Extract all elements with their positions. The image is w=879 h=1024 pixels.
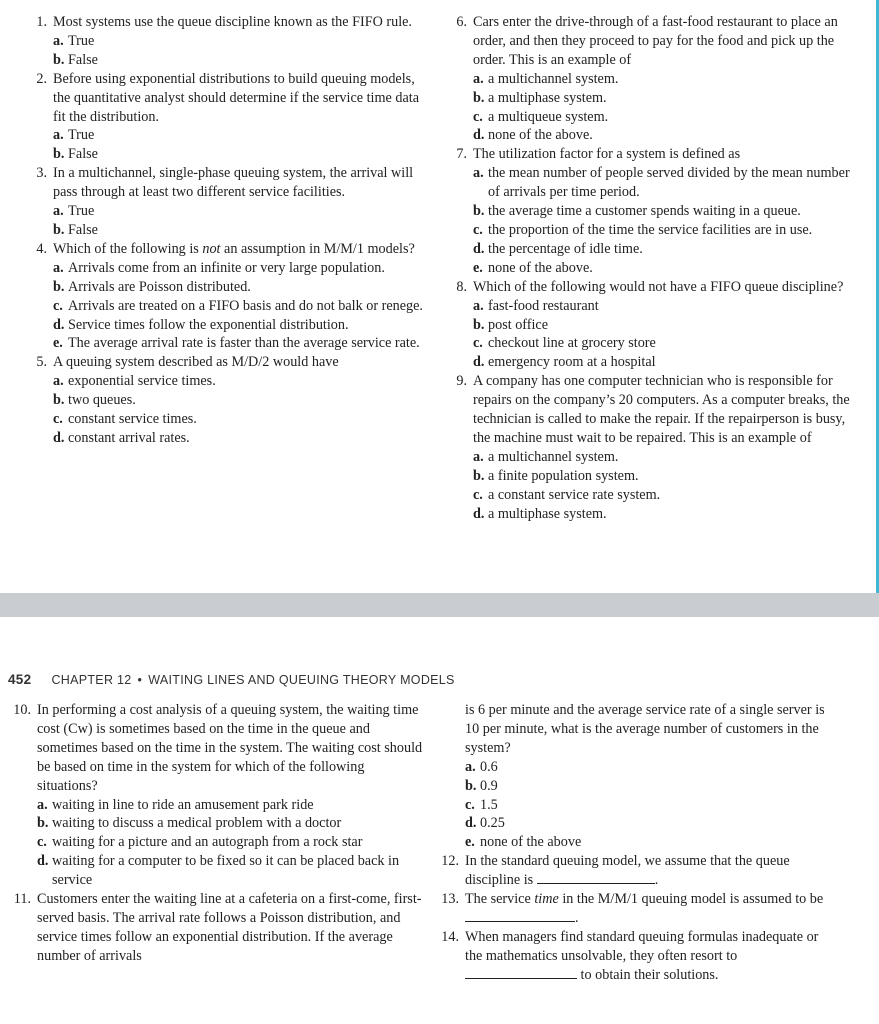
question-text: In the standard queuing model, we assume that the queue discipline is . bbox=[465, 853, 790, 889]
option-b: b. waiting to discuss a medical problem with a doctor bbox=[37, 815, 342, 832]
question-3: 3. In a multichannel, single-phase queuing system, the arrival will pass through at least two different service facilities. a. True b. False bbox=[25, 164, 435, 240]
option-a: a. the mean number of people served divided by the mean number of arrivals per time period. bbox=[473, 165, 850, 201]
question-11-continued bbox=[433, 701, 833, 852]
option-c: c. waiting for a picture and an autograph from a rock star bbox=[37, 834, 363, 851]
option-b: b. two queues. bbox=[53, 392, 136, 409]
question-text: The utilization factor for a system is defined as bbox=[473, 146, 741, 163]
option-d: d. 0.25 bbox=[465, 815, 505, 832]
bullet-icon: • bbox=[137, 673, 143, 687]
option-c: c. 1.5 bbox=[465, 796, 498, 813]
option-b: b. post office bbox=[473, 316, 549, 333]
question-10: 10. In performing a cost analysis of a queuing system, the waiting time cost (Cw) is sometimes based on the time in the queue and sometimes based on the time in the system. The waiting cost should be based on time in the system for which of the following situations? a. waiting in line to ride an amusement park ride b. waiting to discuss a medical problem with a doctor c. waiting for a picture and an autograph from a rock star d. waiting for a computer to be fixed so it can be placed back in service bbox=[5, 701, 425, 890]
answer-blank bbox=[465, 909, 575, 922]
option-d: d. none of the above. bbox=[473, 127, 593, 144]
option-d: d. Service times follow the exponential distribution. bbox=[53, 316, 349, 333]
question-text: Most systems use the queue discipline known as the FIFO rule. bbox=[53, 14, 412, 30]
question-7: 7. The utilization factor for a system is defined as a. the mean number of people served divided by the mean number of arrivals per time period. b. the average time a customer spends waiting in a queue. c. the proportion of the time the service facilities are in use. d. the percentage of idle time. e. none of the above. bbox=[445, 145, 865, 277]
question-text: is 6 per minute and the average service rate of a single server is 10 per minute, what is the average number of customers in the system? bbox=[465, 702, 825, 756]
page-number: 452 bbox=[8, 672, 32, 687]
question-text: A queuing system described as M/D/2 would have bbox=[53, 354, 339, 371]
option-d: d. waiting for a computer to be fixed so it can be placed back in service bbox=[37, 853, 400, 889]
option-b: b. a finite population system. bbox=[473, 467, 639, 484]
question-1: 1. Most systems use the queue discipline known as the FIFO rule. a. True b. False bbox=[25, 13, 435, 70]
question-9: 9. A company has one computer technician who is responsible for repairs on the company’s 20 computers. As a computer breaks, the technician is called to make the repair. If the repairperson is busy, the machine must wait to be repaired. This is an example of a. a multichannel system. b. a finite population system. c. a constant service rate system. d. a multiphase system. bbox=[445, 372, 865, 523]
question-6: 6. Cars enter the drive-through of a fast-food restaurant to place an order, and then they proceed to pay for the food and pick up the order. This is an example of a. a multichannel system. b. a multiphase system. c. a multiqueue system. d. none of the above. bbox=[445, 13, 865, 145]
top-right-column bbox=[445, 13, 865, 523]
question-4: 4. Which of the following is not an assumption in M/M/1 models? a. Arrivals come from an infinite or very large population. b. Arrivals are Poisson distributed. c. Arrivals are treated on a FIFO basis and do not balk or renege. d. Service times follow the exponential distribution. e. The average arrival rate is faster than the average service rate. bbox=[25, 240, 435, 353]
question-text: When managers find standard queuing formulas inadequate or the mathematics unsolvable, they often resort to to obtain their solutions. bbox=[465, 928, 819, 983]
question-text: In a multichannel, single-phase queuing system, the arrival will pass through at least two different service facilities. bbox=[53, 165, 414, 201]
option-a: a. exponential service times. bbox=[53, 373, 216, 390]
option-b: b. Arrivals are Poisson distributed. bbox=[53, 278, 251, 295]
question-13: 13. The service time in the M/M/1 queuing model is assumed to be . bbox=[433, 890, 833, 928]
option-c: c. the proportion of the time the service facilities are in use. bbox=[473, 221, 813, 238]
option-d: d. a multiphase system. bbox=[473, 505, 607, 522]
option-b: b. False bbox=[53, 221, 98, 238]
option-a: a. 0.6 bbox=[465, 758, 498, 775]
option-e: e. none of the above bbox=[465, 834, 582, 851]
option-c: c. Arrivals are treated on a FIFO basis and do not balk or renege. bbox=[53, 297, 423, 314]
question-2: 2. Before using exponential distributions to build queuing models, the quantitative analyst should determine if the service time data fit the distribution. a. True b. False bbox=[25, 70, 435, 165]
option-b: b. 0.9 bbox=[465, 777, 498, 794]
question-text: Which of the following is not an assumption in M/M/1 models? bbox=[53, 240, 415, 257]
option-a: a. a multichannel system. bbox=[473, 70, 619, 87]
question-14: 14. When managers find standard queuing formulas inadequate or the mathematics unsolvable, they often resort to to obtain their solutions. bbox=[433, 928, 833, 985]
option-d: d. the percentage of idle time. bbox=[473, 240, 643, 257]
option-a: a. True bbox=[53, 203, 95, 220]
option-c: c. a multiqueue system. bbox=[473, 108, 609, 125]
question-text: Which of the following would not have a FIFO queue discipline? bbox=[473, 278, 844, 295]
question-text: A company has one computer technician who is responsible for repairs on the company’s 20 computers. As a computer breaks, the technician is called to make the repair. If the repairperson is busy, the machine must wait to be repaired. This is an example of bbox=[473, 373, 850, 446]
chapter-label: CHAPTER 12 bbox=[51, 673, 132, 687]
bottom-right-column bbox=[433, 701, 833, 985]
option-a: a. Arrivals come from an infinite or very large population. bbox=[53, 259, 385, 276]
option-e: e. The average arrival rate is faster than the average service rate. bbox=[53, 335, 420, 352]
top-left-column bbox=[25, 13, 435, 448]
answer-blank bbox=[465, 966, 577, 979]
page-gap bbox=[0, 593, 879, 617]
bottom-left-column bbox=[5, 701, 425, 966]
question-8: 8. Which of the following would not have a FIFO queue discipline? a. fast-food restaurant b. post office c. checkout line at grocery store d. emergency room at a hospital bbox=[445, 278, 865, 373]
option-b: b. the average time a customer spends waiting in a queue. bbox=[473, 203, 801, 220]
option-a: a. a multichannel system. bbox=[473, 448, 619, 465]
lower-page bbox=[0, 617, 879, 1024]
option-a: a. True bbox=[53, 32, 95, 49]
option-c: c. a constant service rate system. bbox=[473, 486, 661, 503]
question-5: 5. A queuing system described as M/D/2 would have a. exponential service times. b. two queues. c. constant service times. d. constant arrival rates. bbox=[25, 353, 435, 448]
option-a: a. True bbox=[53, 127, 95, 144]
option-a: a. fast-food restaurant bbox=[473, 297, 599, 314]
option-c: c. checkout line at grocery store bbox=[473, 335, 656, 352]
question-text: Before using exponential distributions to build queuing models, the quantitative analyst should determine if the service time data fit the distribution. bbox=[53, 70, 419, 125]
option-d: d. emergency room at a hospital bbox=[473, 354, 656, 371]
option-b: b. a multiphase system. bbox=[473, 89, 607, 106]
question-text: The service time in the M/M/1 queuing model is assumed to be . bbox=[465, 891, 824, 926]
running-header bbox=[8, 672, 455, 687]
option-e: e. none of the above. bbox=[473, 259, 593, 276]
option-b: b. False bbox=[53, 146, 98, 163]
chapter-title: WAITING LINES AND QUEUING THEORY MODELS bbox=[148, 673, 455, 687]
option-b: b. False bbox=[53, 51, 98, 68]
option-d: d. constant arrival rates. bbox=[53, 429, 190, 446]
question-text: In performing a cost analysis of a queuing system, the waiting time cost (Cw) is sometimes based on the time in the queue and sometimes based on the time in the system. The waiting cost should be based on time in the system for which of the following situations? bbox=[37, 702, 423, 794]
question-text: Cars enter the drive-through of a fast-food restaurant to place an order, and then they proceed to pay for the food and pick up the order. This is an example of bbox=[473, 14, 838, 68]
question-11: 11. Customers enter the waiting line at a cafeteria on a first-come, first-served basis. The arrival rate follows a Poisson distribution, and service times follow an exponential distribution. If the average number of arrivals bbox=[5, 890, 425, 966]
option-c: c. constant service times. bbox=[53, 411, 197, 428]
answer-blank bbox=[537, 871, 655, 884]
option-a: a. waiting in line to ride an amusement park ride bbox=[37, 796, 314, 813]
question-text: Customers enter the waiting line at a cafeteria on a first-come, first-served basis. The arrival rate follows a Poisson distribution, and service times follow an exponential distribution. If the average number of arrivals bbox=[37, 891, 422, 964]
question-12: 12. In the standard queuing model, we assume that the queue discipline is . bbox=[433, 852, 833, 890]
